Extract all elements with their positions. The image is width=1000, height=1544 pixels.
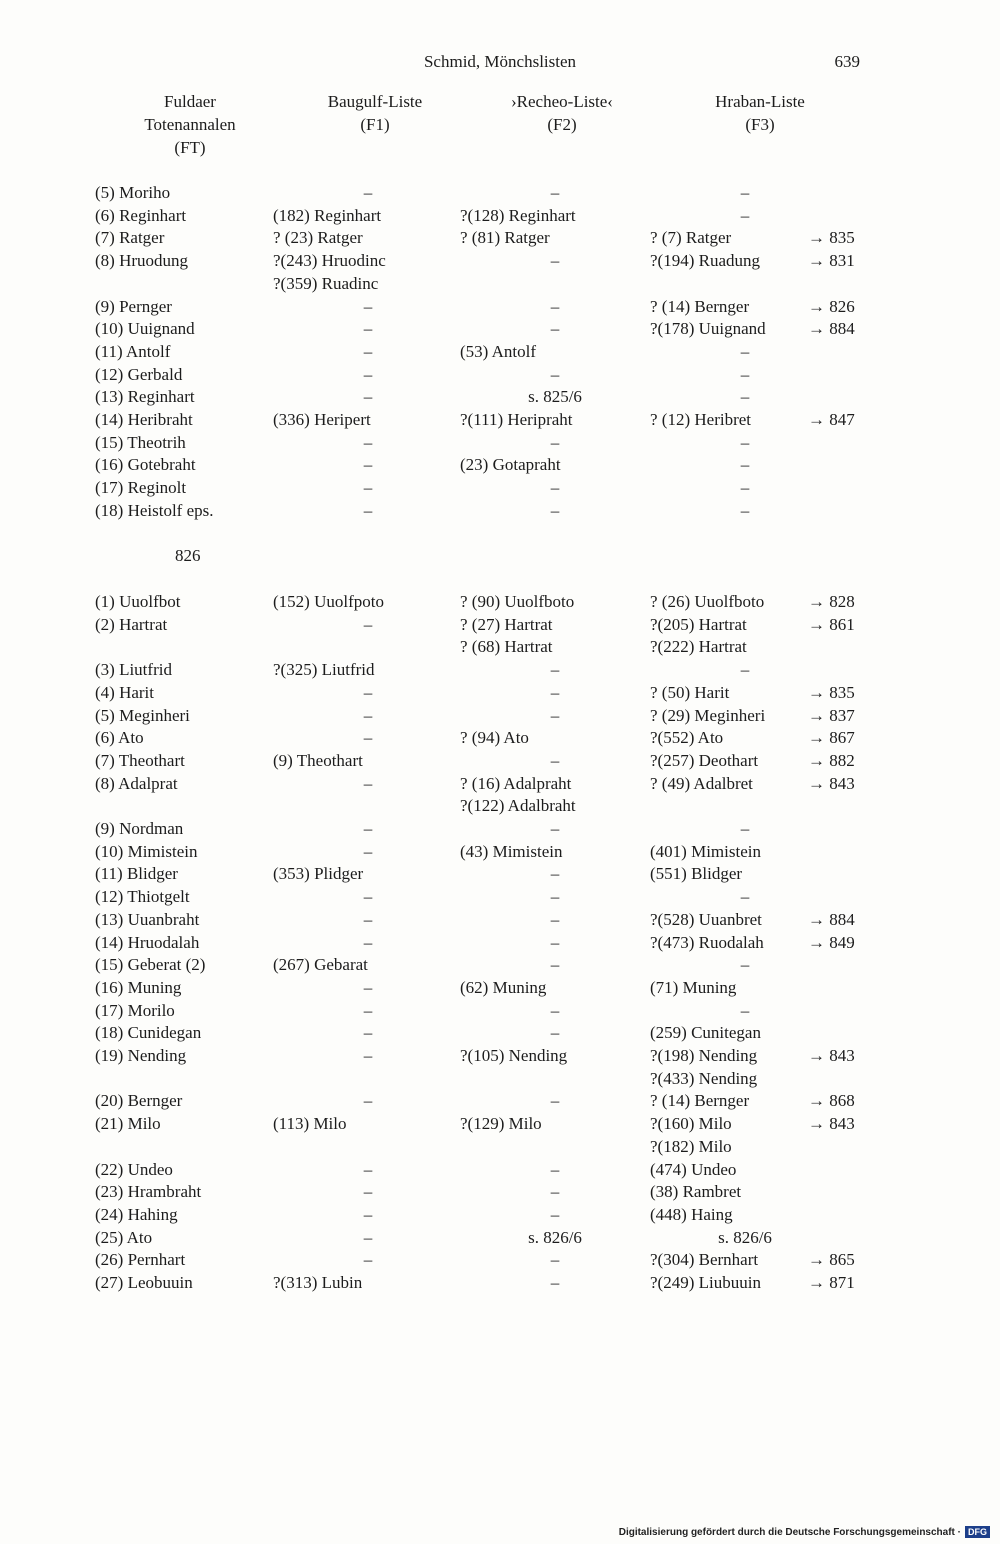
f2-entry: – [550,1023,560,1043]
table-row [0,477,1000,499]
f3-entry: – [740,819,750,838]
f3-entry: (259) Cunitegan [650,1023,761,1043]
f2-entry: – [550,660,560,680]
f2-entry: ? (68) Hartrat [460,637,553,657]
f3-entry: ? (26) Uuolfboto [650,592,765,611]
f3-entry: ?(178) Uuignand [650,319,766,339]
f2-entry: ?(122) Adalbraht [460,796,576,816]
ft-entry: (19) Nending [95,1046,187,1065]
f3-entry: ?(182) Milo [650,1136,732,1156]
cross-reference: → 828 [808,592,855,611]
f1-entry: (152) Uuolfpoto [273,592,384,611]
f2-entry: – [550,887,560,907]
f1-entry: – [363,319,373,339]
ft-entry: (21) Milo [95,1114,161,1134]
f3-entry: ? (29) Meginheri [650,705,766,725]
ft-entry: (5) Moriho [95,183,171,202]
f2-entry: – [550,432,560,452]
f3-entry: – [740,955,750,975]
ft-entry: (5) Meginheri [95,705,190,725]
f2-entry: ?(129) Milo [460,1114,542,1134]
f3-entry: ? (14) Bernger [650,296,750,316]
ft-entry: (9) Nordman [95,819,184,838]
ft-entry: (18) Heistolf eps. [95,500,214,520]
ft-entry: (17) Reginolt [95,478,187,498]
table-row [0,886,1000,908]
f1-entry: – [363,773,373,793]
f2-entry: – [550,251,560,271]
f3-entry: – [740,1000,750,1020]
table-row [0,341,1000,363]
cross-reference: → 837 [808,705,855,725]
table-row [0,1000,1000,1022]
table-row [0,250,1000,272]
table-row [0,1249,1000,1271]
f2-entry: – [550,478,560,498]
f2-entry: – [550,319,560,339]
f3-entry: – [740,455,750,475]
column-header-line: (F2) [547,115,577,134]
ft-entry: (18) Cunidegan [95,1023,202,1043]
column-header-line: ›Recheo-Liste‹ [511,92,613,111]
ft-entry: (11) Blidger [95,864,178,884]
f1-entry: – [363,387,373,407]
cross-reference: → 835 [808,228,855,248]
f2-entry: – [550,1159,560,1179]
f2-entry: – [550,750,560,770]
column-header-line: (F3) [745,115,775,134]
f3-entry: ? (50) Harit [650,682,730,702]
f3-entry: – [740,478,750,498]
table-row [0,750,1000,772]
f1-entry: – [363,1227,373,1247]
f3-entry: ?(205) Hartrat [650,614,747,634]
f3-entry: ?(160) Milo [650,1114,732,1134]
ft-entry: (27) Leobuuin [95,1273,193,1292]
ft-entry: (10) Mimistein [95,841,198,861]
f3-entry: (448) Haing [650,1204,733,1224]
column-header-ft [110,90,270,159]
ft-entry: (8) Hruodung [95,251,189,271]
ft-entry: (23) Hrambraht [95,1182,202,1202]
f1-entry: (353) Plidger [273,864,364,884]
f1-entry: – [363,1182,373,1202]
footer-text: Digitalisierung gefördert durch die Deutsche Forschungsgemeinschaft · [618,1526,961,1538]
cross-reference: → 849 [808,932,855,952]
f2-entry: – [550,932,560,952]
f3-entry: (551) Blidger [650,864,743,884]
f1-entry: ?(313) Lubin [273,1273,363,1292]
dfg-logo: DFG [965,1526,990,1538]
table-row [0,705,1000,727]
cross-reference: → 865 [808,1250,855,1270]
f3-entry: (71) Muning [650,977,737,997]
f1-entry: ?(325) Liutfrid [273,660,375,680]
f2-entry: – [550,1091,560,1111]
ft-entry: (13) Uuanbraht [95,909,200,929]
cross-reference: → 826 [808,296,855,316]
f1-entry: – [363,682,373,702]
f2-entry: – [550,296,560,316]
ft-entry: (10) Uuignand [95,319,195,339]
f2-entry: ?(111) Heripraht [460,410,573,429]
f1-entry: – [363,500,373,520]
f1-entry: – [363,841,373,861]
running-title: Schmid, Mönchslisten [423,52,577,71]
f3-entry: ?(198) Nending [650,1046,758,1065]
digitization-footer [619,1526,990,1538]
f3-entry: ?(249) Liubuuin [650,1273,761,1292]
table-row [0,1272,1000,1294]
f1-entry: – [363,819,373,838]
table-row [0,1045,1000,1067]
table-row [0,1068,1000,1090]
table-row [0,1227,1000,1249]
f3-entry: ?(194) Ruadung [650,251,761,271]
column-header-line: (F1) [360,115,390,134]
f1-entry: – [363,341,373,361]
f2-entry: – [550,1182,560,1202]
ft-entry: (9) Pernger [95,296,172,316]
f2-entry: s. 826/6 [528,1227,582,1247]
section-year-heading: 826 [175,546,201,565]
table-row [0,818,1000,840]
f2-entry: (23) Gotapraht [460,455,561,475]
table-row [0,614,1000,636]
table-row [0,1181,1000,1203]
f1-entry: – [363,478,373,498]
f1-entry: – [363,455,373,475]
f3-entry: ?(257) Deothart [650,750,759,770]
ft-entry: (3) Liutfrid [95,660,172,680]
cross-reference: → 835 [808,682,855,702]
f2-entry: ?(105) Nending [460,1046,568,1065]
f2-entry: (43) Mimistein [460,841,563,861]
table-row [0,727,1000,749]
cross-reference: → 861 [808,614,855,634]
f3-entry: – [740,660,750,680]
f3-entry: – [740,387,750,407]
f2-entry: ? (94) Ato [460,728,529,748]
column-header-f3 [680,90,840,136]
f1-entry: – [363,1046,373,1065]
table-row [0,1090,1000,1112]
table-row [0,1159,1000,1181]
f2-entry: – [550,1000,560,1020]
column-header-line: Hraban-Liste [715,92,805,111]
f3-entry: ?(552) Ato [650,728,724,748]
f1-entry: – [363,432,373,452]
f1-entry: – [363,1250,373,1270]
table-row [0,682,1000,704]
f2-entry: – [550,500,560,520]
table-row [0,863,1000,885]
ft-entry: (12) Gerbald [95,364,183,384]
f1-entry: – [363,1091,373,1111]
running-head [0,52,1000,74]
ft-entry: (13) Reginhart [95,387,195,407]
ft-entry: (2) Hartrat [95,614,168,634]
ft-entry: (26) Pernhart [95,1250,186,1270]
cross-reference: → 843 [808,1046,855,1065]
table-row [0,1022,1000,1044]
f2-entry: – [550,864,560,884]
f3-entry: ? (7) Ratger [650,228,732,248]
f1-entry: ?(359) Ruadinc [273,273,379,293]
ft-entry: (24) Hahing [95,1204,178,1224]
f3-entry: – [740,432,750,452]
f2-entry: – [550,183,560,202]
column-header-f2 [482,90,642,136]
f2-entry: – [550,682,560,702]
f2-entry: ? (90) Uuolfboto [460,592,575,611]
ft-entry: (4) Harit [95,682,155,702]
f3-entry: – [740,183,750,202]
column-header-line: (FT) [174,138,206,157]
f1-entry: – [363,887,373,907]
table-row [0,773,1000,795]
ft-entry: (7) Ratger [95,228,165,248]
cross-reference: → 843 [808,773,855,793]
ft-entry: (7) Theothart [95,750,185,770]
ft-entry: (6) Reginhart [95,205,187,225]
table-row [0,500,1000,522]
f1-entry: (182) Reginhart [273,205,382,225]
ft-entry: (14) Hruodalah [95,932,200,952]
ft-entry: (6) Ato [95,728,144,748]
f3-entry: (401) Mimistein [650,841,761,861]
table-row [0,432,1000,454]
ft-entry: (8) Adalprat [95,773,178,793]
f1-entry: – [363,909,373,929]
ft-entry: (20) Bernger [95,1091,183,1111]
f1-entry: – [363,728,373,748]
f1-entry: ? (23) Ratger [273,228,363,248]
f1-entry: (9) Theothart [273,750,363,770]
f2-entry: – [550,705,560,725]
table-row [0,205,1000,227]
f3-entry: (38) Rambret [650,1182,742,1202]
ft-entry: (16) Gotebraht [95,455,196,475]
f1-entry: – [363,932,373,952]
table-row [0,977,1000,999]
f2-entry: – [550,1273,560,1292]
table-row [0,227,1000,249]
table-row [0,409,1000,431]
f1-entry: – [363,183,373,202]
f3-entry: s. 826/6 [718,1227,772,1247]
ft-entry: (25) Ato [95,1227,153,1247]
f3-entry: – [740,205,750,225]
f3-entry: (474) Undeo [650,1159,737,1179]
f1-entry: (113) Milo [273,1114,347,1134]
table-row [0,318,1000,340]
ft-entry: (12) Thiotgelt [95,887,190,907]
column-header-line: Totenannalen [144,115,236,134]
f1-entry: – [363,614,373,634]
f2-entry: – [550,955,560,975]
ft-entry: (16) Muning [95,977,182,997]
f2-entry: – [550,909,560,929]
f2-entry: (62) Muning [460,977,547,997]
table-row [0,1113,1000,1135]
f2-entry: – [550,364,560,384]
table-row [0,591,1000,613]
f2-entry: (53) Antolf [460,341,537,361]
cross-reference: → 868 [808,1091,855,1111]
column-header-line: Baugulf-Liste [327,92,423,111]
cross-reference: → 882 [808,750,855,770]
ft-entry: (11) Antolf [95,341,171,361]
cross-reference: → 843 [808,1114,855,1134]
ft-entry: (17) Morilo [95,1000,175,1020]
f1-entry: – [363,977,373,997]
cross-reference: → 867 [808,728,855,748]
table-row [0,182,1000,204]
f1-entry: (336) Heripert [273,410,371,429]
cross-reference: → 871 [808,1273,855,1292]
f1-entry: – [363,364,373,384]
ft-entry: (14) Heribraht [95,410,193,429]
table-row [0,909,1000,931]
f3-entry: ?(433) Nending [650,1068,758,1088]
f2-entry: – [550,1204,560,1224]
table-row [0,454,1000,476]
table-row [0,636,1000,658]
table-row [0,1136,1000,1158]
f3-entry: ?(222) Hartrat [650,637,747,657]
f3-entry: – [740,500,750,520]
f1-entry: – [363,1204,373,1224]
f3-entry: ?(528) Uuanbret [650,909,762,929]
f1-entry: – [363,296,373,316]
f1-entry: – [363,705,373,725]
f2-entry: ? (27) Hartrat [460,614,553,634]
f3-entry: – [740,364,750,384]
f3-entry: ?(473) Ruodalah [650,932,764,952]
table-row [0,296,1000,318]
cross-reference: → 884 [808,909,855,929]
f3-entry: ? (12) Heribret [650,410,752,429]
f1-entry: – [363,1023,373,1043]
ft-entry: (22) Undeo [95,1159,173,1179]
table-row [0,795,1000,817]
table-row [0,954,1000,976]
f3-entry: ?(304) Bernhart [650,1250,759,1270]
f1-entry: ?(243) Hruodinc [273,251,386,271]
table-row [0,659,1000,681]
f2-entry: – [550,1250,560,1270]
ft-entry: (1) Uuolfbot [95,592,181,611]
table-row [0,841,1000,863]
table-row [0,386,1000,408]
table-row [0,932,1000,954]
f2-entry: ? (81) Ratger [460,228,550,248]
f3-entry: – [740,887,750,907]
ft-entry: (15) Theotrih [95,432,186,452]
f2-entry: ?(128) Reginhart [460,205,576,225]
cross-reference: → 847 [808,410,855,429]
f3-entry: ? (14) Bernger [650,1091,750,1111]
f1-entry: (267) Gebarat [273,955,368,975]
f3-entry: – [740,341,750,361]
f3-entry: ? (49) Adalbret [650,773,753,793]
f2-entry: – [550,819,560,838]
cross-reference: → 831 [808,251,855,271]
table-row [0,273,1000,295]
cross-reference: → 884 [808,319,855,339]
table-row [0,364,1000,386]
f1-entry: – [363,1159,373,1179]
page-number: 639 [834,52,860,71]
column-header-f1 [295,90,455,136]
f2-entry: s. 825/6 [528,387,582,407]
ft-entry: (15) Geberat (2) [95,955,206,975]
table-row [0,1204,1000,1226]
f2-entry: ? (16) Adalpraht [460,773,572,793]
f1-entry: – [363,1000,373,1020]
column-header-line: Fuldaer [164,92,216,111]
